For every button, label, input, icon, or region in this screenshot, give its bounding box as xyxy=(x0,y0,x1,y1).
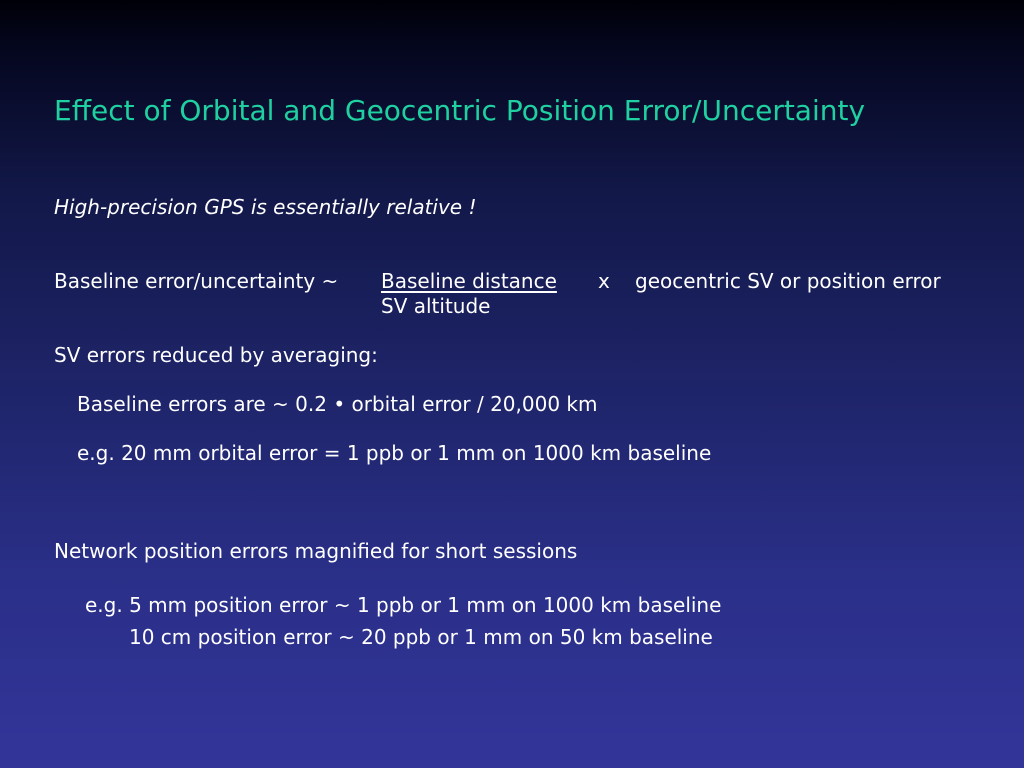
sv-errors-line-2: e.g. 20 mm orbital error = 1 ppb or 1 mm on 1000 km baseline xyxy=(77,441,712,465)
network-example-2: 10 cm position error ~ 20 ppb or 1 mm on 50 km baseline xyxy=(129,625,713,649)
network-example-1: e.g. 5 mm position error ~ 1 ppb or 1 mm on 1000 km baseline xyxy=(85,593,722,617)
sv-errors-heading: SV errors reduced by averaging: xyxy=(54,343,378,367)
formula-suffix: geocentric SV or position error xyxy=(635,269,941,293)
formula-numerator: Baseline distance xyxy=(381,269,557,293)
slide-title: Effect of Orbital and Geocentric Position Error/Uncertainty xyxy=(54,94,866,127)
sv-errors-line-1: Baseline errors are ~ 0.2 • orbital error / 20,000 km xyxy=(77,392,598,416)
network-heading: Network position errors magnified for short sessions xyxy=(54,539,578,563)
formula-operator: x xyxy=(598,269,610,293)
formula-prefix: Baseline error/uncertainty ~ xyxy=(54,269,339,293)
formula-denominator: SV altitude xyxy=(381,294,491,318)
subtitle: High-precision GPS is essentially relative ! xyxy=(54,195,477,219)
